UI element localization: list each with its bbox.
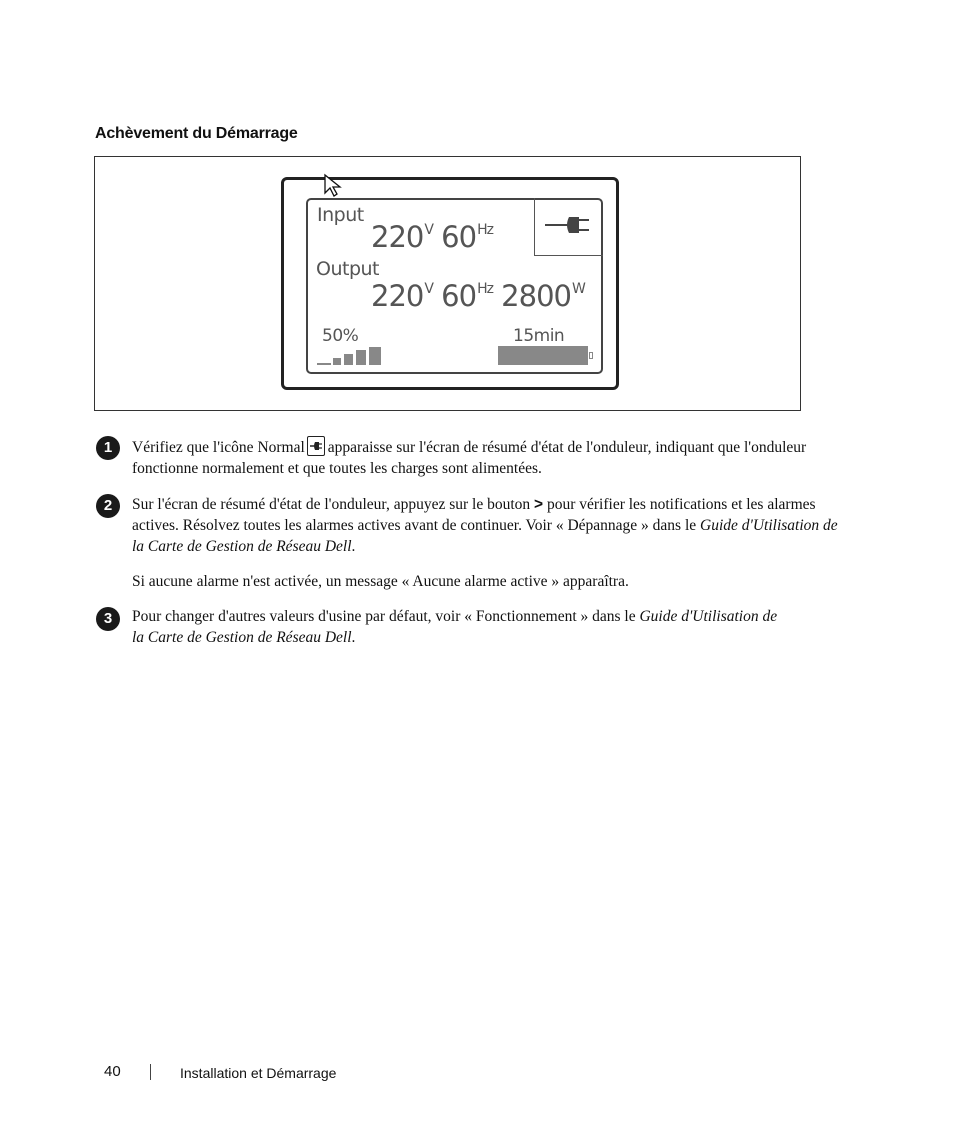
ups-display-bezel — [281, 177, 619, 390]
output-voltage: 220 — [371, 279, 424, 313]
guide-reference: Guide d'Utilisation de la Carte de Gestion de Réseau Dell — [132, 517, 838, 555]
step-2-note: Si aucune alarme n'est activée, un message « Aucune alarme active » apparaîtra. — [132, 573, 629, 590]
step-1-text — [132, 436, 862, 479]
output-label: Output — [316, 258, 379, 280]
step-number-badge: 3 — [96, 607, 120, 631]
input-readout — [371, 220, 493, 254]
input-voltage-unit: V — [424, 222, 433, 238]
load-bar-segment — [333, 358, 341, 365]
input-voltage: 220 — [371, 220, 424, 254]
step-number-badge: 1 — [96, 436, 120, 460]
runtime: 15min — [513, 326, 565, 346]
ups-lcd-screen — [306, 198, 603, 374]
step-1-text-end: apparaisse sur l'écran de résumé d'état de l'onduleur, indiquant que l'onduleur fonctionne normalement et que toutes les charges sont alimentées. — [132, 439, 807, 477]
load-bar-segment — [317, 363, 331, 365]
output-frequency-unit: Hz — [477, 281, 493, 297]
lcd-figure — [94, 156, 801, 411]
plug-icon — [535, 198, 603, 255]
load-percent: 50% — [322, 326, 359, 346]
footer-section-title: Installation et Démarrage — [180, 1065, 337, 1081]
input-frequency-unit: Hz — [477, 222, 493, 238]
step-2-text — [132, 494, 844, 557]
status-icon-box — [534, 198, 603, 256]
section-heading: Achèvement du Démarrage — [95, 125, 298, 142]
output-readout — [371, 279, 585, 313]
battery-fill — [498, 346, 588, 365]
output-power-unit: W — [571, 281, 585, 297]
step-3-text — [132, 606, 792, 648]
output-frequency: 60 — [441, 279, 477, 313]
page-number: 40 — [104, 1063, 121, 1080]
load-bar-segment — [369, 347, 381, 365]
step-2-period: . — [351, 538, 356, 555]
step-2-text-middle: pour vérifier les notifications et les alarmes actives. Résolvez toutes les alarmes actives avant de continuer. Voir « Dépannage » dans le — [132, 496, 816, 534]
step-3-period: . — [351, 629, 356, 646]
input-frequency: 60 — [441, 220, 477, 254]
chevron-right-icon: > — [534, 496, 544, 513]
load-bar-segment — [344, 354, 353, 365]
output-power: 2800 — [501, 279, 571, 313]
plug-icon — [307, 436, 325, 456]
mouse-pointer-icon — [322, 173, 344, 199]
footer-divider — [150, 1064, 151, 1080]
guide-reference: Guide d'Utilisation de la Carte de Gestion de Réseau Dell — [132, 608, 778, 646]
input-label: Input — [317, 204, 364, 226]
step-2-text-start: Sur l'écran de résumé d'état de l'onduleur, appuyez sur le bouton — [132, 496, 531, 513]
battery-terminal — [589, 352, 593, 359]
step-number-badge: 2 — [96, 494, 120, 518]
output-voltage-unit: V — [424, 281, 433, 297]
step-3-text-start: Pour changer d'autres valeurs d'usine par défaut, voir « Fonctionnement » dans le — [132, 608, 636, 625]
load-bar-segment — [356, 350, 366, 365]
step-1-text-start: Vérifiez que l'icône Normal — [132, 439, 305, 456]
